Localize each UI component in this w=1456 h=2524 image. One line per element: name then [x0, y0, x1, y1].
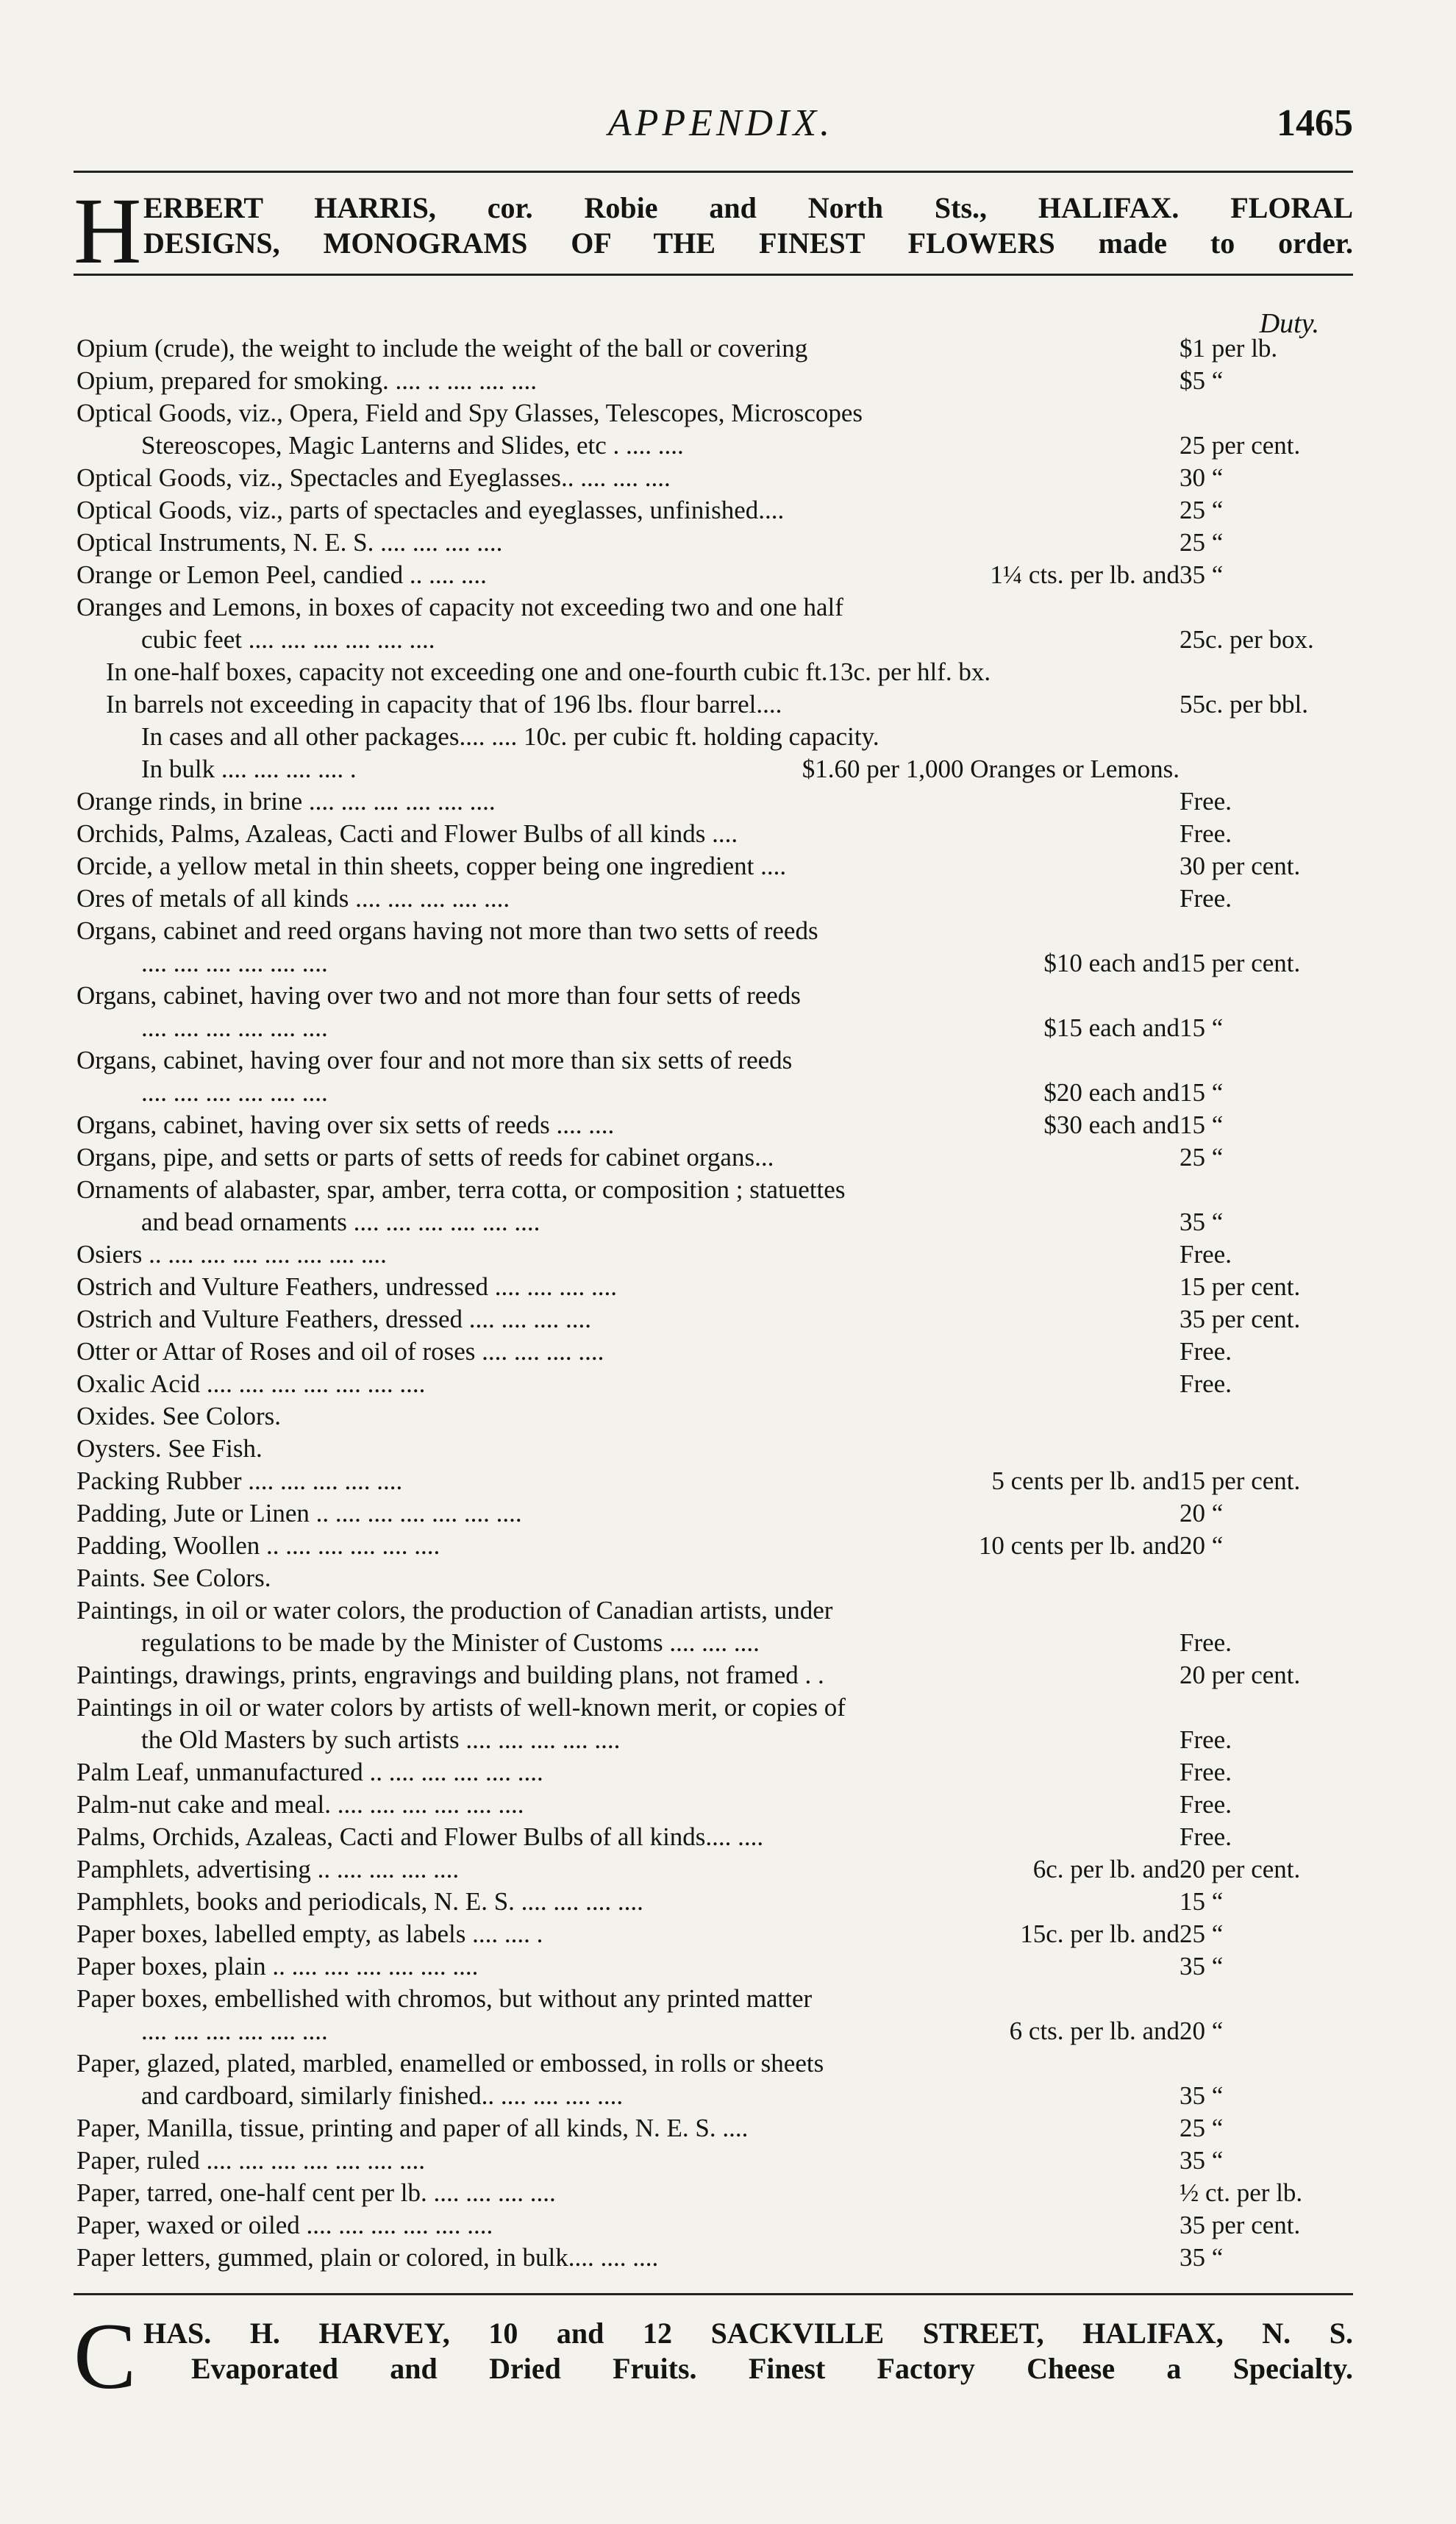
entry-specific-rate: 6c. per lb. and	[1032, 1855, 1180, 1883]
entry-description: Organs, cabinet, having over six setts of reeds .... ....	[76, 1111, 615, 1139]
entry-description: Paper boxes, embellished with chromos, but without any printed matter	[76, 1984, 813, 2013]
ad-line-1: HAS. H. HARVEY, 10 and 12 SACKVILLE STREET, HALIFAX, N. S.	[143, 2317, 1353, 2350]
tariff-entry	[76, 1433, 1356, 1465]
entry-description: Optical Goods, viz., parts of spectacles and eyeglasses, unfinished....	[76, 496, 785, 524]
tariff-entry	[76, 656, 1356, 688]
tariff-entry	[76, 365, 1356, 397]
entry-duty: Free.	[1180, 819, 1232, 848]
entry-specific-rate: $10 each and	[1043, 949, 1180, 977]
entry-duty: 15 per cent.	[1180, 949, 1301, 977]
tariff-entry	[76, 1594, 1356, 1627]
entry-description: Oxalic Acid .... .... .... .... .... .... ....	[76, 1369, 426, 1398]
tariff-entry	[76, 332, 1356, 365]
entry-description: Stereoscopes, Magic Lanterns and Slides, etc . .... ....	[141, 431, 684, 460]
entry-duty: 25 “	[1180, 528, 1224, 557]
entry-description: Paintings, in oil or water colors, the production of Canadian artists, under	[76, 1596, 833, 1625]
entry-duty: 35 “	[1180, 2243, 1224, 2272]
entry-duty: 25 “	[1180, 1919, 1224, 1948]
footer-rule	[74, 2293, 1353, 2295]
entry-description: Orange rinds, in brine .... .... .... .... .... ....	[76, 787, 496, 816]
entry-duty: 15 “	[1180, 1111, 1224, 1139]
entry-description: Paints. See Colors.	[76, 1564, 271, 1592]
entry-description: Paper letters, gummed, plain or colored, in bulk.... .... ....	[76, 2243, 659, 2272]
entry-description: In one-half boxes, capacity not exceeding one and one-fourth cubic ft.13c. per hlf. bx.	[106, 657, 991, 686]
entry-description: Paper boxes, plain .. .... .... .... .... .... ....	[76, 1952, 479, 1981]
entry-description: regulations to be made by the Minister of Customs .... .... ....	[141, 1628, 760, 1657]
tariff-entry	[76, 2242, 1356, 2274]
entry-description: Osiers .. .... .... .... .... .... .... ....	[76, 1240, 387, 1269]
tariff-entry	[76, 818, 1356, 850]
tariff-entry	[76, 1756, 1356, 1789]
entry-duty: 20 per cent.	[1180, 1661, 1301, 1689]
entry-description: Paper, tarred, one-half cent per lb. .... .... .... ....	[76, 2178, 556, 2207]
entry-description: Ores of metals of all kinds .... .... .... .... ....	[76, 884, 510, 913]
entry-description: Ornaments of alabaster, spar, amber, terra cotta, or composition ; statuettes	[76, 1175, 846, 1204]
tariff-entry	[76, 721, 1356, 753]
entry-description: Orange or Lemon Peel, candied .. .... ....	[76, 560, 487, 589]
entry-description: Padding, Woollen .. .... .... .... .... ....	[76, 1531, 440, 1560]
tariff-entry	[76, 2112, 1356, 2145]
tariff-entry	[76, 753, 1356, 785]
tariff-entry	[76, 688, 1356, 721]
tariff-entry	[76, 1206, 1356, 1238]
ad-initial-letter: H	[74, 179, 142, 283]
entry-description: Paintings in oil or water colors by artists of well-known merit, or copies of	[76, 1693, 846, 1722]
entry-description: Paintings, drawings, prints, engravings and building plans, not framed . .	[76, 1661, 824, 1689]
entry-description: Pamphlets, books and periodicals, N. E. S. .... .... .... ....	[76, 1887, 643, 1916]
tariff-entry	[76, 429, 1356, 462]
tariff-entry	[76, 559, 1356, 591]
entry-description: .... .... .... .... .... ....	[141, 2017, 328, 2045]
entry-description: .... .... .... .... .... ....	[141, 1013, 328, 1042]
entry-duty: 35 “	[1180, 1952, 1224, 1981]
entry-duty: Free.	[1180, 1822, 1232, 1851]
entry-description: Optical Goods, viz., Spectacles and Eyeglasses.. .... .... ....	[76, 463, 671, 492]
tariff-entry	[76, 1044, 1356, 1077]
entry-description: Palm-nut cake and meal. .... .... .... .... .... ....	[76, 1790, 524, 1819]
entry-description: Paper boxes, labelled empty, as labels .... .... .	[76, 1919, 543, 1948]
entry-duty: 15 “	[1180, 1013, 1224, 1042]
tariff-entry	[76, 1497, 1356, 1530]
tariff-entry	[76, 1918, 1356, 1950]
entry-description: Paper, waxed or oiled .... .... .... .... .... ....	[76, 2211, 493, 2239]
entry-duty: 35 “	[1180, 560, 1224, 589]
tariff-entry	[76, 1336, 1356, 1368]
tariff-entry	[76, 947, 1356, 980]
entry-description: Organs, pipe, and setts or parts of setts of reeds for cabinet organs...	[76, 1143, 774, 1172]
entry-description: Orcide, a yellow metal in thin sheets, copper being one ingredient ....	[76, 852, 787, 880]
entry-specific-rate: 1¼ cts. per lb. and	[990, 560, 1180, 589]
tariff-entry	[76, 1174, 1356, 1206]
entry-duty: 25 “	[1180, 1143, 1224, 1172]
header-rule	[74, 171, 1353, 173]
entry-duty: $5 “	[1180, 366, 1224, 395]
entry-description: Paper, glazed, plated, marbled, enamelled or embossed, in rolls or sheets	[76, 2049, 824, 2078]
entry-duty: Free.	[1180, 1758, 1232, 1786]
entry-description: Oxides. See Colors.	[76, 1402, 282, 1430]
tariff-entry	[76, 1238, 1356, 1271]
entry-duty: 20 “	[1180, 2017, 1224, 2045]
entry-specific-rate: $1.60 per 1,000 Oranges or Lemons.	[802, 755, 1180, 783]
entry-description: Organs, cabinet, having over two and not more than four setts of reeds	[76, 981, 801, 1010]
entry-duty: 25c. per box.	[1180, 625, 1314, 654]
tariff-entry	[76, 1465, 1356, 1497]
tariff-entry	[76, 1886, 1356, 1918]
entry-duty: Free.	[1180, 1369, 1232, 1398]
tariff-entry	[76, 1368, 1356, 1400]
entry-description: In barrels not exceeding in capacity that of 196 lbs. flour barrel....	[106, 690, 782, 719]
tariff-entry	[76, 1853, 1356, 1886]
entry-duty: 35 “	[1180, 2146, 1224, 2175]
ad-initial-letter: C	[74, 2304, 137, 2409]
entry-description: Optical Goods, viz., Opera, Field and Spy Glasses, Telescopes, Microscopes	[76, 399, 863, 427]
entry-specific-rate: 10 cents per lb. and	[978, 1531, 1180, 1560]
entry-description: Optical Instruments, N. E. S. .... .... .... ....	[76, 528, 503, 557]
entry-description: and bead ornaments .... .... .... .... .... ....	[141, 1208, 540, 1236]
entry-description: cubic feet .... .... .... .... .... ....	[141, 625, 435, 654]
entry-duty: 20 “	[1180, 1531, 1224, 1560]
tariff-entry	[76, 494, 1356, 527]
ad-rule	[74, 274, 1353, 276]
tariff-entry	[76, 1983, 1356, 2015]
entry-description: Paper, ruled .... .... .... .... .... .... ....	[76, 2146, 425, 2175]
entry-description: Opium (crude), the weight to include the weight of the ball or covering	[76, 334, 808, 363]
entry-duty: 20 per cent.	[1180, 1855, 1301, 1883]
entry-duty: 25 “	[1180, 2114, 1224, 2142]
tariff-entry	[76, 1109, 1356, 1141]
tariff-entry	[76, 785, 1356, 818]
entry-duty: 35 “	[1180, 2081, 1224, 2110]
ad-line-2: Evaporated and Dried Fruits. Finest Factory Cheese a Specialty.	[191, 2352, 1353, 2385]
tariff-entry	[76, 2047, 1356, 2080]
entry-duty: 15 per cent.	[1180, 1466, 1301, 1495]
entry-description: Organs, cabinet and reed organs having not more than two setts of reeds	[76, 916, 818, 945]
tariff-entry	[76, 883, 1356, 915]
entry-duty: Free.	[1180, 884, 1232, 913]
tariff-entry	[76, 1012, 1356, 1044]
tariff-entry	[76, 527, 1356, 559]
entry-duty: 35 “	[1180, 1208, 1224, 1236]
entry-specific-rate: $20 each and	[1043, 1078, 1180, 1107]
tariff-entry	[76, 2015, 1356, 2047]
tariff-entry	[76, 1724, 1356, 1756]
entry-duty: 20 “	[1180, 1499, 1224, 1527]
tariff-entry	[76, 2177, 1356, 2209]
ad-line-2: DESIGNS, MONOGRAMS OF THE FINEST FLOWERS made to order.	[143, 227, 1353, 260]
entry-duty: ½ ct. per lb.	[1180, 2178, 1303, 2207]
entry-description: Ostrich and Vulture Feathers, undressed .... .... .... ....	[76, 1272, 618, 1301]
entry-description: and cardboard, similarly finished.. .... .... .... ....	[141, 2081, 624, 2110]
entry-description: Otter or Attar of Roses and oil of roses .... .... .... ....	[76, 1337, 604, 1366]
entry-duty: Free.	[1180, 1628, 1232, 1657]
entry-description: Palms, Orchids, Azaleas, Cacti and Flower Bulbs of all kinds.... ....	[76, 1822, 764, 1851]
entry-description: Paper, Manilla, tissue, printing and paper of all kinds, N. E. S. ....	[76, 2114, 749, 2142]
running-head	[74, 101, 1368, 153]
entry-description: Padding, Jute or Linen .. .... .... .... .... .... ....	[76, 1499, 522, 1527]
tariff-entry	[76, 1691, 1356, 1724]
tariff-entry	[76, 2145, 1356, 2177]
page-number: 1465	[1277, 102, 1353, 144]
tariff-entry	[76, 2080, 1356, 2112]
tariff-entry	[76, 624, 1356, 656]
entry-duty: $1 per lb.	[1180, 334, 1278, 363]
tariff-entry	[76, 1627, 1356, 1659]
tariff-entry	[76, 1077, 1356, 1109]
tariff-entry	[76, 397, 1356, 429]
entry-duty: 15 per cent.	[1180, 1272, 1301, 1301]
entry-description: Palm Leaf, unmanufactured .. .... .... .... .... ....	[76, 1758, 543, 1786]
tariff-entry	[76, 1821, 1356, 1853]
entry-specific-rate: $30 each and	[1043, 1111, 1180, 1139]
duty-column-header: Duty.	[1259, 308, 1319, 339]
entry-duty: 30 “	[1180, 463, 1224, 492]
entry-description: Ostrich and Vulture Feathers, dressed .... .... .... ....	[76, 1305, 592, 1333]
tariff-entry	[76, 1562, 1356, 1594]
running-title: APPENDIX.	[607, 102, 834, 144]
bottom-advertisement	[74, 2304, 1353, 2409]
entry-duty: 35 per cent.	[1180, 2211, 1301, 2239]
entry-description: .... .... .... .... .... ....	[141, 1078, 328, 1107]
tariff-entry	[76, 915, 1356, 947]
tariff-entry	[76, 462, 1356, 494]
entry-duty: Free.	[1180, 787, 1232, 816]
entry-specific-rate: 6 cts. per lb. and	[1009, 2017, 1180, 2045]
tariff-entry	[76, 1303, 1356, 1336]
top-advertisement	[74, 179, 1353, 283]
tariff-entry	[76, 1271, 1356, 1303]
tariff-entry	[76, 1950, 1356, 1983]
entry-specific-rate: 15c. per lb. and	[1020, 1919, 1180, 1948]
tariff-entry	[76, 850, 1356, 883]
entry-duty: 55c. per bbl.	[1180, 690, 1308, 719]
entry-specific-rate: 5 cents per lb. and	[991, 1466, 1180, 1495]
entry-duty: Free.	[1180, 1790, 1232, 1819]
entry-description: Packing Rubber .... .... .... .... ....	[76, 1466, 403, 1495]
entry-duty: 25 per cent.	[1180, 431, 1301, 460]
entry-description: Opium, prepared for smoking. .... .. .... .... ....	[76, 366, 538, 395]
entry-duty: 15 “	[1180, 1887, 1224, 1916]
entry-duty: 25 “	[1180, 496, 1224, 524]
entry-description: Oysters. See Fish.	[76, 1434, 263, 1463]
entry-duty: Free.	[1180, 1337, 1232, 1366]
entry-duty: Free.	[1180, 1240, 1232, 1269]
entry-specific-rate: $15 each and	[1043, 1013, 1180, 1042]
entry-description: In cases and all other packages.... .... 10c. per cubic ft. holding capacity.	[141, 722, 879, 751]
entry-description: Orchids, Palms, Azaleas, Cacti and Flower Bulbs of all kinds ....	[76, 819, 738, 848]
tariff-entry	[76, 1530, 1356, 1562]
entry-description: Organs, cabinet, having over four and not more than six setts of reeds	[76, 1046, 793, 1074]
tariff-entry	[76, 2209, 1356, 2242]
entry-description: Pamphlets, advertising .. .... .... .... ....	[76, 1855, 460, 1883]
tariff-entry	[76, 1659, 1356, 1691]
tariff-entry	[76, 980, 1356, 1012]
entry-description: the Old Masters by such artists .... .... .... .... ....	[141, 1725, 621, 1754]
entry-description: .... .... .... .... .... ....	[141, 949, 328, 977]
entry-duty: 15 “	[1180, 1078, 1224, 1107]
entry-description: In bulk .... .... .... .... .	[141, 755, 357, 783]
tariff-entry	[76, 1789, 1356, 1821]
tariff-entries	[76, 332, 1356, 2274]
entry-description: Oranges and Lemons, in boxes of capacity not exceeding two and one half	[76, 593, 843, 621]
tariff-entry	[76, 1400, 1356, 1433]
tariff-entry	[76, 1141, 1356, 1174]
entry-duty: 30 per cent.	[1180, 852, 1301, 880]
entry-duty: 35 per cent.	[1180, 1305, 1301, 1333]
tariff-entry	[76, 591, 1356, 624]
entry-duty: Free.	[1180, 1725, 1232, 1754]
ad-line-1: ERBERT HARRIS, cor. Robie and North Sts., HALIFAX. FLORAL	[143, 191, 1353, 224]
